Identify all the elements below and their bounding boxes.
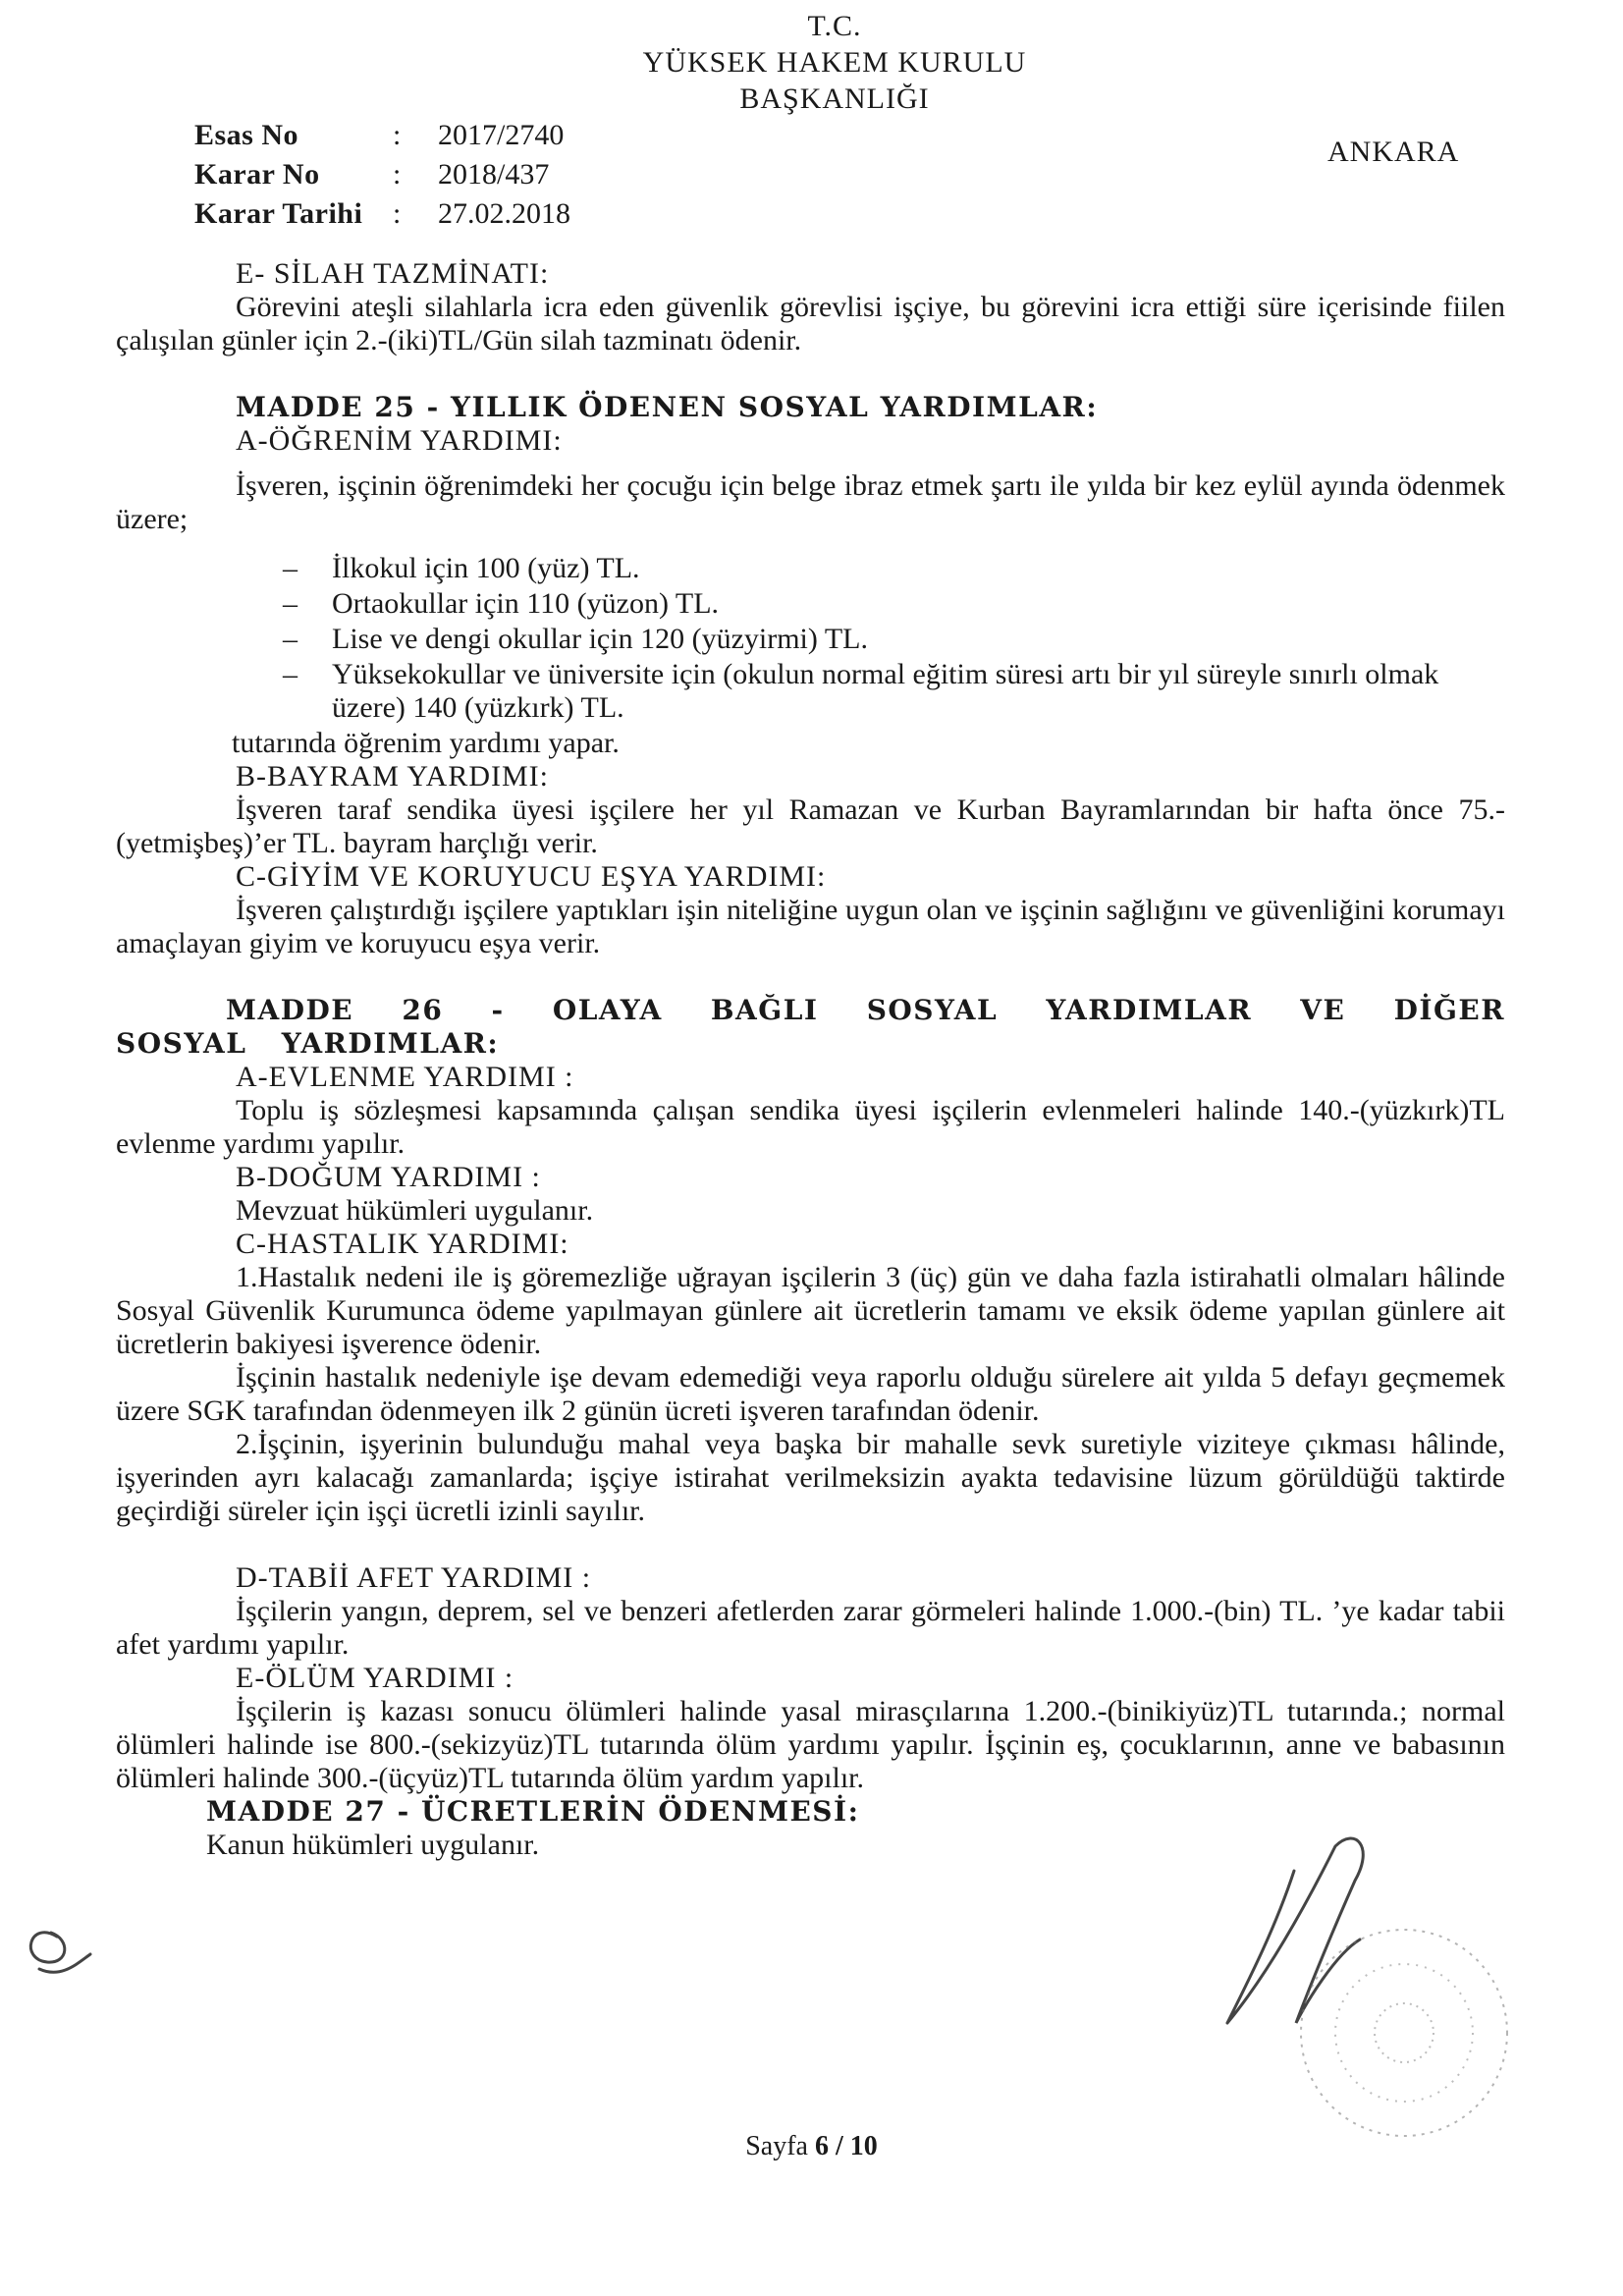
ogrenim-list	[116, 552, 1505, 725]
paragraph-hastalik-2: İşçinin hastalık nedeniyle işe devam edemediği veya raporlu olduğu sürelere ait yılda 5 defayı geçmemek üzere SGK tarafından ödenmeyen ilk 2 günün ücreti işveren tarafından ödenir.	[116, 1361, 1505, 1427]
paragraph-tabii-afet: İşçilerin yangın, deprem, sel ve benzeri afetlerden zarar görmeleri halinde 1.000.-(bin) TL. ’ye kadar tabii afet yardımı yapılır.	[116, 1595, 1505, 1661]
article-26-title: MADDE 26 - OLAYA BAĞLI SOSYAL YARDIMLAR VE DİĞER SOSYAL YARDIMLAR:	[116, 994, 1505, 1060]
esas-label: Esas No	[194, 119, 299, 151]
dash-bullet: –	[283, 552, 298, 584]
list-item: – Yüksekokullar ve üniversite için (okulun normal eğitim süresi artı bir yıl süreyle sınırlı olmak üzere) 140 (yüzkırk) TL.	[283, 658, 1439, 724]
list-item: – Lise ve dengi okullar için 120 (yüzyirmi) TL.	[283, 623, 868, 655]
header-presidency: BAŞKANLIĞI	[739, 82, 930, 115]
esas-row	[194, 116, 570, 155]
paragraph-silah: Görevini ateşli silahlarla icra eden güvenlik görevlisi işçiye, bu görevini icra ettiği süre içerisinde fiilen çalışılan günler için 2.-(iki)TL/Gün silah tazminatı ödenir.	[116, 291, 1505, 356]
header-institution: YÜKSEK HAKEM KURULU	[642, 46, 1027, 79]
paragraph-dogum: Mevzuat hükümleri uygulanır.	[236, 1194, 594, 1227]
institution-header	[560, 8, 1109, 117]
signature-mark	[1227, 1838, 1363, 2023]
list-item: – Ortaokullar için 110 (yüzon) TL.	[283, 587, 720, 620]
seal-stamp	[1301, 1930, 1507, 2136]
paragraph-hastalik-1: 1.Hastalık nedeni ile iş göremezliğe uğrayan işçilerin 3 (üç) gün ve daha fazla istirahatli olmaları hâlinde Sosyal Güvenlik Kurumunca ödeme yapılmayan günlere ait ücretlerin tamamı ve eksik ödeme yapılan günlere ait ücretlerin bakiyesi işverence ödenir.	[116, 1261, 1505, 1360]
margin-initial-mark	[30, 1933, 90, 1972]
page-label: Sayfa	[745, 2131, 808, 2161]
paragraph-olum: İşçilerin iş kazası sonucu ölümleri halinde yasal mirasçılarına 1.200.-(binikiyüz)TL tutarında.; normal ölümleri halinde ise 800.-(sekizyüz)TL tutarında ölüm yardımı yapılır. İşçinin eş, çocuklarının, anne ve babasının ölümleri halinde 300.-(üçyüz)TL tutarında ölüm yardım yapılır.	[116, 1695, 1505, 1794]
dash-bullet: –	[283, 658, 298, 690]
case-metadata	[194, 116, 570, 234]
page-footer	[0, 2131, 1623, 2162]
paragraph-ucretler: Kanun hükümleri uygulanır.	[206, 1829, 540, 1861]
dash-bullet: –	[283, 623, 298, 655]
karar-value: 2018/437	[438, 158, 550, 191]
city-label: ANKARA	[1327, 136, 1460, 168]
section-title-silah: E- SİLAH TAZMİNATI:	[236, 257, 550, 290]
tarih-row	[194, 194, 570, 234]
tarih-label: Karar Tarihi	[194, 197, 363, 230]
section-title-bayram: B-BAYRAM YARDIMI:	[236, 760, 549, 793]
tarih-value: 27.02.2018	[438, 197, 570, 230]
section-title-evlenme: A-EVLENME YARDIMI :	[236, 1061, 574, 1093]
colon: :	[393, 158, 402, 191]
dash-bullet: –	[283, 587, 298, 620]
paragraph-ogrenim: İşveren, işçinin öğrenimdeki her çocuğu için belge ibraz etmek şartı ile yılda bir kez eylül ayında ödenmek üzere;	[116, 469, 1505, 535]
paragraph-ogrenim-end: tutarında öğrenim yardımı yapar.	[232, 727, 620, 759]
paragraph-bayram: İşveren taraf sendika üyesi işçilere her yıl Ramazan ve Kurban Bayramlarından bir hafta önce 75.-(yetmişbeş)’er TL. bayram harçlığı verir.	[116, 793, 1505, 859]
section-title-dogum: B-DOĞUM YARDIMI :	[236, 1161, 541, 1193]
karar-row	[194, 155, 570, 194]
list-item: – İlkokul için 100 (yüz) TL.	[283, 552, 640, 584]
colon: :	[393, 197, 402, 230]
section-title-hastalik: C-HASTALIK YARDIMI:	[236, 1228, 569, 1260]
paragraph-giyim: İşveren çalıştırdığı işçilere yaptıkları işin niteliğine uygun olan ve işçinin sağlığını ve güvenliğini korumayı amaçlayan giyim ve koruyucu eşya verir.	[116, 894, 1505, 959]
page-number: 6 / 10	[814, 2131, 878, 2161]
karar-label: Karar No	[194, 158, 320, 191]
esas-value: 2017/2740	[438, 119, 565, 151]
colon: :	[393, 119, 402, 151]
document-body	[116, 257, 1505, 1862]
section-title-ogrenim: A-ÖĞRENİM YARDIMI:	[236, 424, 563, 457]
article-27-title: MADDE 27 - ÜCRETLERİN ÖDENMESİ:	[206, 1795, 860, 1828]
paragraph-evlenme: Toplu iş sözleşmesi kapsamında çalışan sendika üyesi işçilerin evlenmeleri halinde 140.-(yüzkırk)TL evlenme yardımı yapılır.	[116, 1094, 1505, 1160]
header-tc: T.C.	[807, 10, 862, 42]
section-title-olum: E-ÖLÜM YARDIMI :	[236, 1662, 514, 1694]
article-25-title: MADDE 25 - YILLIK ÖDENEN SOSYAL YARDIMLAR:	[236, 391, 1099, 423]
section-title-tabii-afet: D-TABİİ AFET YARDIMI :	[236, 1561, 592, 1594]
section-title-giyim: C-GİYİM VE KORUYUCU EŞYA YARDIMI:	[236, 860, 827, 893]
paragraph-hastalik-3: 2.İşçinin, işyerinin bulunduğu mahal veya başka bir mahalle sevk suretiyle viziteye çıkması hâlinde, işyerinden ayrı kalacağı zamanlarda; işçiye istirahat verilmeksizin ayakta tedavisine lüzum görüldüğü taktirde geçirdiği süreler için işçi ücretli izinli sayılır.	[116, 1428, 1505, 1527]
